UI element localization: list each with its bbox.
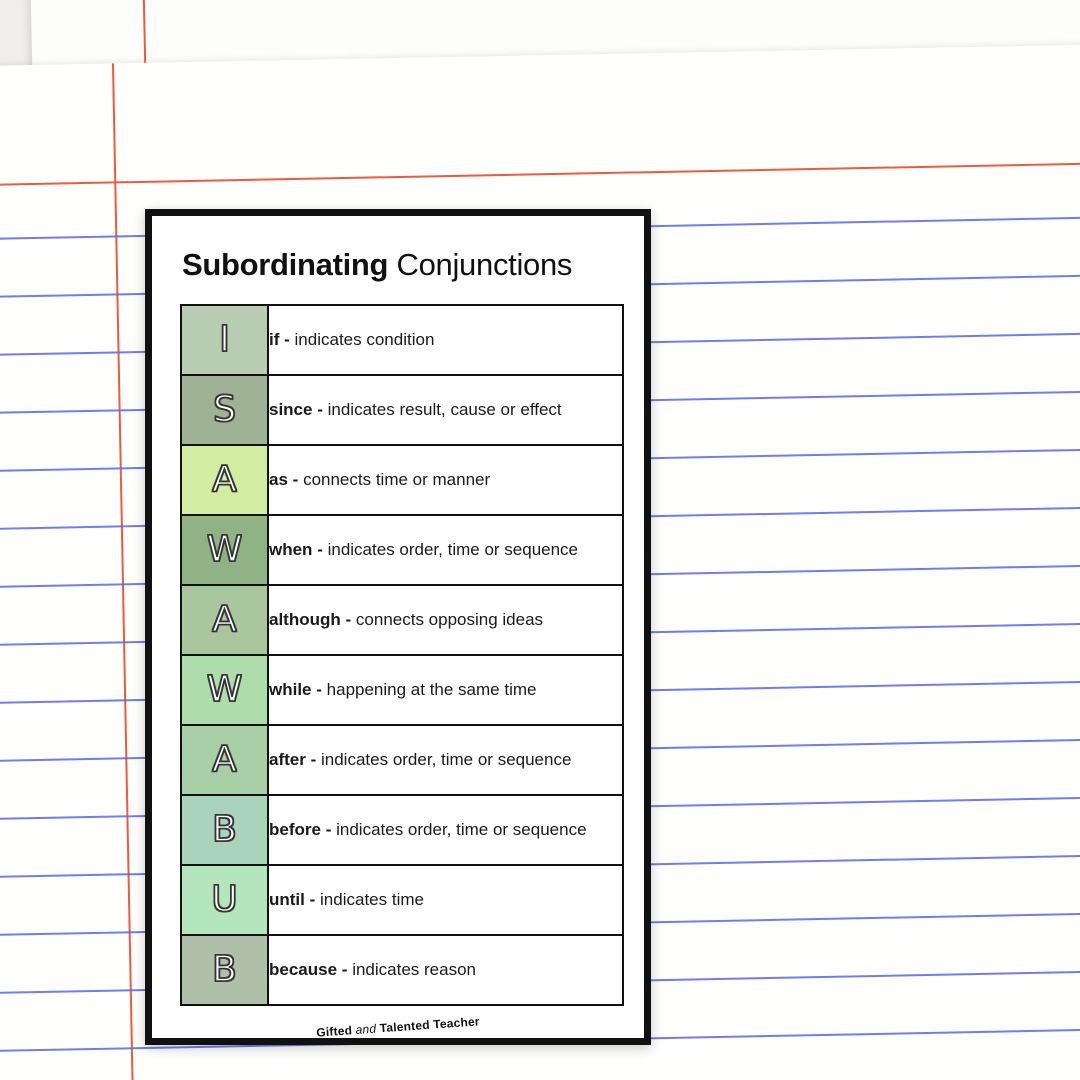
dash: - (317, 399, 323, 419)
conjunction-definition: indicates order, time or sequence (336, 819, 587, 839)
conjunction-definition: happening at the same time (326, 679, 537, 699)
table-row (181, 445, 623, 515)
letter-cell (181, 725, 268, 795)
conjunction-word: while (269, 679, 312, 699)
letter-glyph: S (213, 389, 236, 431)
dash: - (310, 749, 317, 769)
dash: - (345, 609, 352, 629)
conjunction-word: when (269, 539, 313, 559)
table-row (181, 375, 623, 445)
dash: - (325, 819, 332, 839)
poster-card (145, 209, 651, 1045)
conjunction-definition: connects opposing ideas (355, 609, 544, 629)
letter-cell (181, 935, 268, 1005)
table-row (181, 515, 623, 585)
letter-glyph: U (211, 879, 238, 921)
dash: - (316, 679, 322, 699)
letter-cell (181, 865, 268, 935)
conjunction-word: because (269, 959, 338, 979)
conjunction-word: since (269, 399, 313, 419)
table-row (181, 655, 623, 725)
page-title-strong: Subordinating (182, 247, 389, 282)
table-row (181, 795, 623, 865)
conjunction-definition: connects time or manner (303, 469, 491, 489)
letter-glyph: A (212, 459, 237, 501)
table-row (181, 865, 623, 935)
dash: - (292, 469, 299, 489)
credit-line (180, 1005, 616, 1049)
definition-cell (268, 375, 623, 445)
conjunction-definition: indicates order, time or sequence (327, 539, 579, 559)
letter-glyph: W (206, 529, 243, 571)
conjunction-word: before (269, 819, 321, 839)
letter-glyph: A (212, 599, 237, 641)
letter-cell (181, 445, 268, 515)
letter-cell (181, 585, 268, 655)
paper-header-rule (0, 162, 1080, 186)
dash: - (317, 539, 323, 559)
definition-cell (268, 935, 623, 1005)
credit-part-2: and (351, 1021, 381, 1038)
letter-cell (181, 515, 268, 585)
table-row (181, 585, 623, 655)
conjunction-word: if (269, 329, 280, 349)
letter-glyph: B (212, 809, 237, 851)
definition-cell (268, 445, 623, 515)
letter-glyph: B (212, 949, 237, 991)
definition-cell (268, 795, 623, 865)
conjunction-word: until (269, 889, 305, 909)
conjunctions-table (180, 304, 624, 1006)
letter-glyph: A (212, 739, 237, 781)
conjunction-definition: indicates result, cause or effect (327, 399, 562, 419)
letter-cell (181, 375, 268, 445)
definition-cell (268, 655, 623, 725)
definition-cell (268, 865, 623, 935)
page-title (182, 248, 616, 282)
letter-glyph: W (206, 669, 243, 711)
definition-cell (268, 585, 623, 655)
table-row (181, 305, 623, 375)
letter-cell (181, 795, 268, 865)
letter-glyph: I (219, 319, 230, 361)
conjunction-word: after (269, 749, 306, 769)
conjunction-definition: indicates reason (352, 959, 476, 979)
page-title-light: Conjunctions (388, 247, 573, 282)
table-row (181, 935, 623, 1005)
definition-cell (268, 725, 623, 795)
dash: - (284, 329, 290, 349)
letter-cell (181, 655, 268, 725)
definition-cell (268, 305, 623, 375)
table-row (181, 725, 623, 795)
dash: - (309, 889, 316, 909)
definition-cell (268, 515, 623, 585)
paper-margin-line (112, 63, 134, 1080)
conjunction-definition: indicates condition (294, 329, 435, 349)
credit-part-1: Gifted (315, 1023, 353, 1040)
dash: - (341, 959, 348, 979)
letter-cell (181, 305, 268, 375)
conjunction-word: although (269, 609, 341, 629)
conjunction-definition: indicates order, time or sequence (321, 749, 572, 769)
credit-part-3: Talented Teacher (379, 1014, 481, 1036)
conjunction-definition: indicates time (320, 889, 424, 909)
conjunction-word: as (269, 469, 288, 489)
